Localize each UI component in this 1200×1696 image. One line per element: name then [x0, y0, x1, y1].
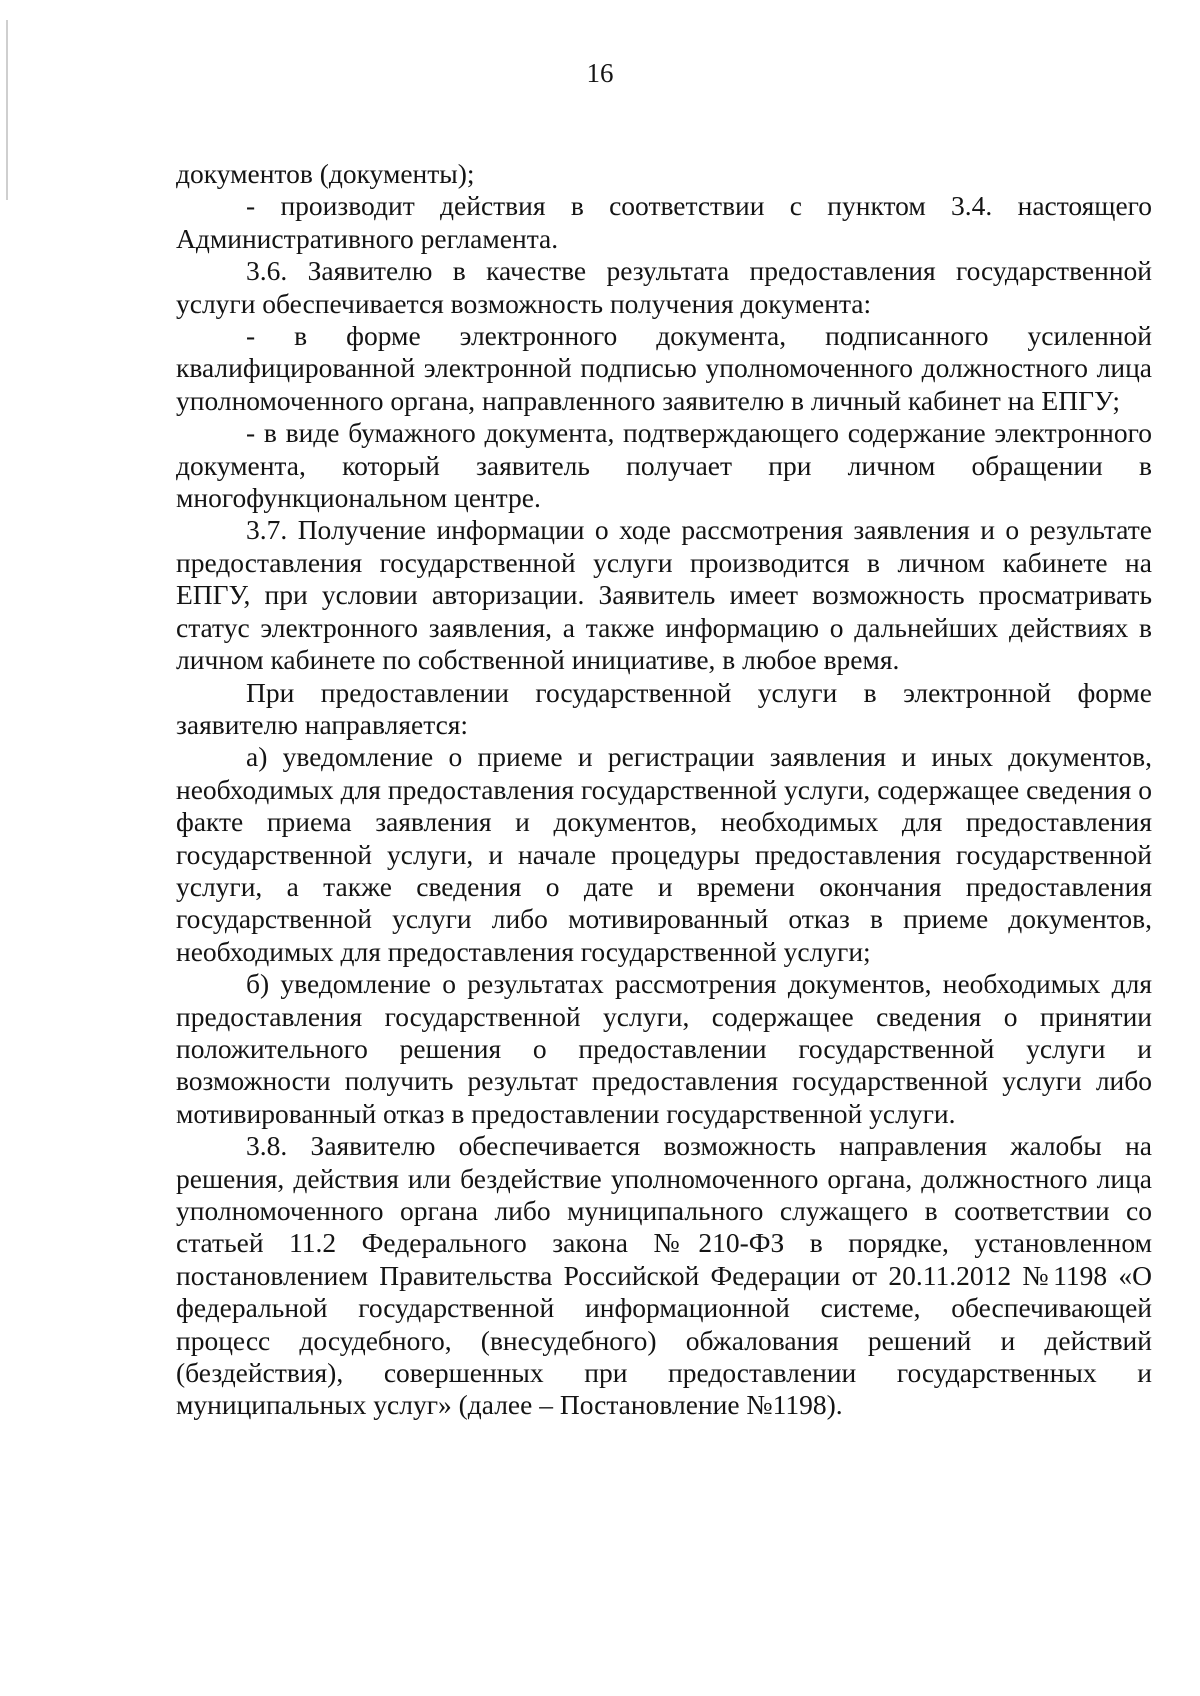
page-number: 16 — [586, 58, 614, 88]
paragraph: 3.7. Получение информации о ходе рассмотрения заявления и о результате предоставления государственной услуги производится в личном кабинете на ЕПГУ, при условии авторизации. Заявитель имеет возможность просматривать статус электронного заявления, а также информацию о дальнейших действиях в личном кабинете по собственной инициативе, в любое время. — [176, 514, 1152, 676]
document-body — [176, 158, 1152, 1422]
paragraph: а) уведомление о приеме и регистрации заявления и иных документов, необходимых для предоставления государственной услуги, содержащее сведения о факте приема заявления и документов, необходимых для предоставления государственной услуги, и начале процедуры предоставления государственной услуги, а также сведения о дате и времени окончания предоставления государственной услуги либо мотивированный отказ в приеме документов, необходимых для предоставления государственной услуги; — [176, 741, 1152, 967]
paragraph: - в форме электронного документа, подписанного усиленной квалифицированной электронной подписью уполномоченного должностного лица уполномоченного органа, направленного заявителю в личный кабинет на ЕПГУ; — [176, 320, 1152, 416]
paragraph: 3.8. Заявителю обеспечивается возможность направления жалобы на решения, действия или бездействие уполномоченного органа, должностного лица уполномоченного органа либо муниципального служащего в соответствии со статьей 11.2 Федерального закона №210-ФЗ в порядке, установленном постановлением Правительства Российской Федерации от 20.11.2012 №1198 «О федеральной государственной информационной системе, обеспечивающей процесс досудебного, (внесудебного) обжалования решений и действий (бездействия), совершенных при предоставлении государственных и муниципальных услуг» (далее – Постановление №1198). — [176, 1130, 1152, 1421]
scan-edge-mark — [6, 20, 8, 200]
paragraph: - производит действия в соответствии с пунктом 3.4. настоящего Административного регламента. — [176, 190, 1152, 254]
paragraph: При предоставлении государственной услуги в электронной форме заявителю направляется: — [176, 676, 1152, 740]
paragraph: - в виде бумажного документа, подтверждающего содержание электронного документа, который заявитель получает при личном обращении в многофункциональном центре. — [176, 417, 1152, 514]
paragraph: документов (документы); — [176, 158, 475, 189]
paragraph: б) уведомление о результатах рассмотрения документов, необходимых для предоставления государственной услуги, содержащее сведения о принятии положительного решения о предоставлении государственной услуги и возможности получить результат предоставления государственной услуги либо мотивированный отказ в предоставлении государственной услуги. — [176, 968, 1152, 1129]
paragraph: 3.6. Заявителю в качестве результата предоставления государственной услуги обеспечивается возможность получения документа: — [176, 255, 1152, 319]
